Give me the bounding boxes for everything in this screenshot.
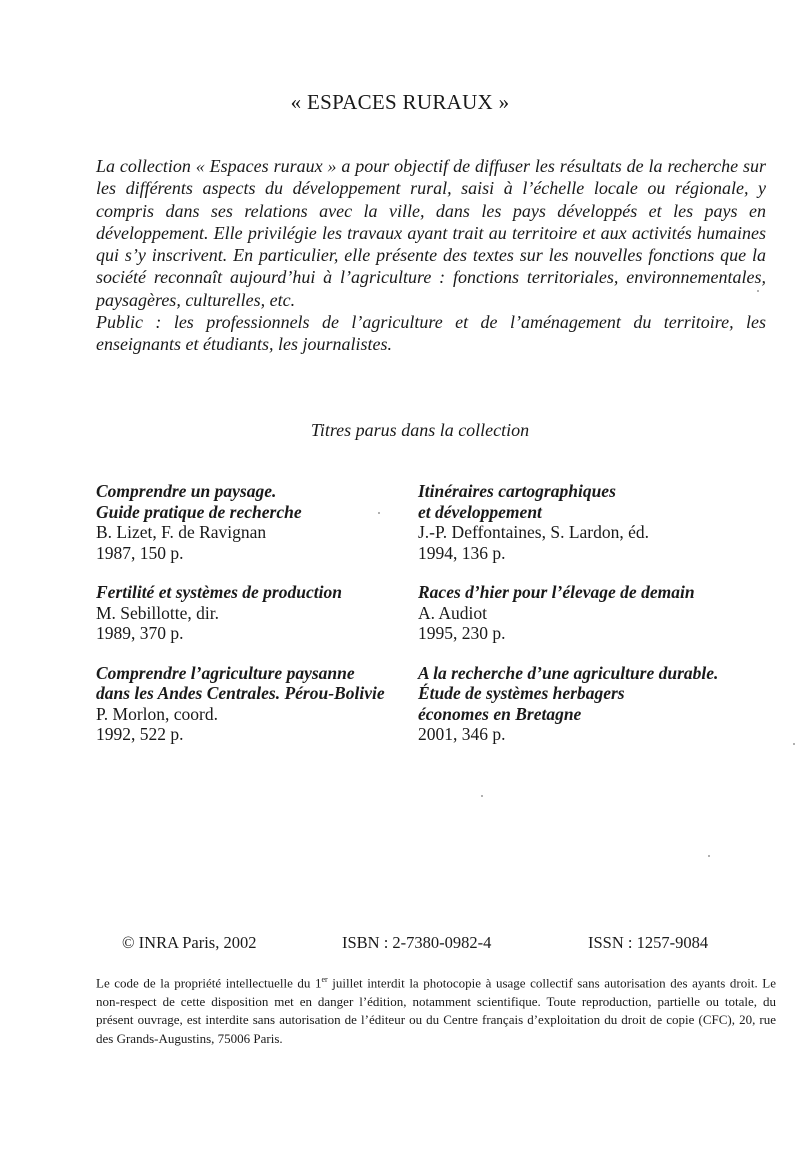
book-authors: J.-P. Deffontaines, S. Lardon, éd. [418,522,650,542]
description-paragraph: La collection « Espaces ruraux » a pour objectif de diffuser les résultats de la recherche sur les différents aspects du développement rural, saisi à l’échelle locale ou régionale, y compris dans ses relations avec la ville, dans les pays développés et les pays en développement. Elle privilégie les travaux ayant trait au territoire et aux activités humaines qui s’y inscrivent. En particulier, elle présente des textes sur les nouvelles fonctions que la société reconnaît aujourd’hui à l’agriculture : fonctions territoriales, environnementales, paysagères, culturelles, etc. [96,156,766,310]
book-title: Comprendre l’agriculture paysanne [96,662,355,683]
legal-superscript: er [321,975,328,984]
book-title: A la recherche d’une agriculture durable. [418,662,719,683]
book-year-pages: 2001, 346 p. [418,724,506,744]
book-entry [96,481,426,563]
legal-text-start: Le code de la propriété intellectuelle du 1 [96,975,322,991]
book-title: et développement [418,501,542,522]
scan-speck [481,795,483,797]
copyright-notice: © INRA Paris, 2002 [122,933,257,952]
book-year-pages: 1987, 150 p. [96,542,184,563]
collection-description [96,155,766,356]
legal-notice [96,971,776,1048]
issn: ISSN : 1257-9084 [588,933,709,952]
book-year-pages: 1995, 230 p. [418,623,506,643]
book-title: Races d’hier pour l’élevage de demain [418,582,695,602]
book-authors: A. Audiot [418,602,488,623]
scan-speck [793,743,795,745]
book-year-pages: 1992, 522 p. [96,724,184,744]
scan-speck [708,855,710,857]
book-entry [418,582,748,644]
book-authors: P. Morlon, coord. [96,703,219,724]
book-title: économes en Bretagne [418,703,582,724]
book-entry [418,481,748,563]
book-authors: B. Lizet, F. de Ravignan [96,522,267,542]
titles-column-left [96,481,426,764]
book-entry [96,582,426,644]
book-year-pages: 1989, 370 p. [96,623,184,643]
book-authors: M. Sebillotte, dir. [96,602,219,623]
titles-heading: Titres parus dans la collection [310,420,530,440]
book-title: dans les Andes Centrales. Pérou-Bolivie [96,683,385,703]
titles-column-right [418,481,748,764]
book-title: Étude de systèmes herbagers [418,683,625,703]
scan-speck [757,290,759,292]
book-title: Guide pratique de recherche [96,501,302,522]
legal-text-end: juillet interdit la photocopie à usage collectif sans autorisation des ayants droit. Le non-respect de cette disposition met en danger l’édition, notamment scientifique. Toute reproduction, partielle ou totale, du présent ouvrage, est interdite sans autorisation de l’éditeur ou du Centre français d’exploitation du droit de copie (CFC), 20, rue des Grands-Augustins, 75006 Paris. [96,975,776,1046]
series-title: « ESPACES RURAUX » [290,90,510,114]
audience-paragraph: Public : les professionnels de l’agriculture et de l’aménagement du territoire, les enseignants et étudiants, les journalistes. [96,312,766,355]
book-title: Comprendre un paysage. [96,481,277,501]
book-entry [418,663,748,745]
book-title: Itinéraires cartographiques [418,481,616,501]
book-title: Fertilité et systèmes de production [96,582,342,602]
book-entry [96,663,426,745]
isbn: ISBN : 2-7380-0982-4 [342,933,492,952]
book-year-pages: 1994, 136 p. [418,542,506,563]
scan-speck [378,512,380,514]
